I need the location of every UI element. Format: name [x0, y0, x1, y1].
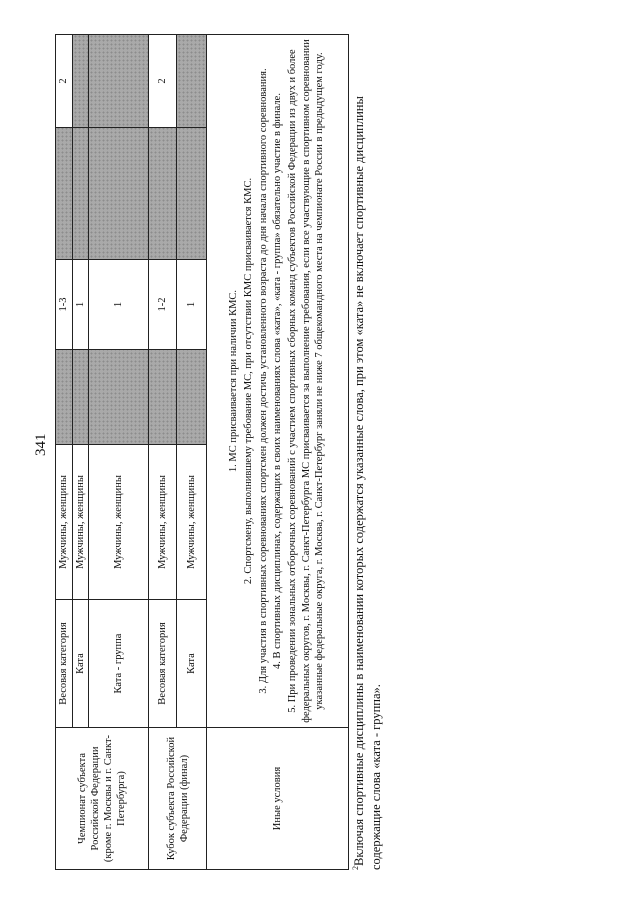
table-row [56, 35, 73, 870]
footnote-text: Включая спортивные дисциплины в наименовании которых содержатся указанные слова, при этом «ката» не включает спортивные дисциплины содержащие слова «ката - группа». [352, 96, 384, 870]
place-cell: 1-3 [56, 260, 73, 350]
discipline-cell: Ката - группа [89, 600, 149, 728]
condition-item: 1. МС присваивается при наличии КМС. [228, 289, 240, 473]
condition-item: 3. Для участия в спортивных соревнованиях спортсмен должен достичь установленного возраста до дня начала спортивного соревнования. [257, 68, 269, 694]
page-number: 341 [33, 433, 49, 456]
place-cell: 1 [89, 260, 149, 350]
gender-cell: Мужчины, женщины [177, 445, 207, 600]
shaded-cell [73, 350, 89, 445]
place-cell: 1 [73, 260, 89, 350]
footnote-marker: 2 [351, 866, 360, 870]
championship-title-cell: Чемпионат субъекта Российской Федерации (кроме г. Москвы и г. Санкт-Петербурга) [56, 728, 149, 870]
shaded-cell [56, 128, 73, 260]
shaded-cell [73, 128, 89, 260]
value-cell: 2 [149, 35, 177, 128]
gender-cell: Мужчины, женщины [73, 445, 89, 600]
table-row [149, 35, 177, 870]
gender-cell: Мужчины, женщины [56, 445, 73, 600]
shaded-cell [177, 350, 207, 445]
gender-cell: Мужчины, женщины [149, 445, 177, 600]
qualification-table [55, 34, 349, 870]
other-conditions-cell [207, 35, 349, 728]
shaded-cell [73, 35, 89, 128]
cup-title-cell: Кубок субъекта Российской Федерации (финал) [149, 728, 207, 870]
value-cell: 2 [56, 35, 73, 128]
condition-item: 5. При проведении зональных отборочных соревнований с участием спортивных сборных команд субъектов Российской Федерации из двух и более федеральных округов, г. Москвы, г. Санкт-Петербурга МС присваивается за выполнение требования, если все участвующие в спортивном соревновании указанные федеральные округа, г. Москва, г. Санкт-Петербург заняли не ниже 7 общекомандного места на чемпионате России в предыдущем году. [286, 39, 326, 723]
discipline-cell: Ката [177, 600, 207, 728]
shaded-cell [89, 128, 149, 260]
rotated-page [33, 35, 445, 870]
condition-item: 2. Спортсмену, выполнившему требование МС, при отсутствии КМС присваивается КМС. [243, 177, 255, 585]
place-cell: 1 [177, 260, 207, 350]
weight-category-cell: Весовая категория [56, 600, 73, 728]
shaded-cell [89, 35, 149, 128]
shaded-cell [56, 350, 73, 445]
discipline-cell: Ката [73, 600, 89, 728]
shaded-cell [149, 128, 177, 260]
other-conditions-title-cell: Иные условия [207, 728, 349, 870]
shaded-cell [89, 350, 149, 445]
footnote [351, 35, 385, 870]
shaded-cell [177, 35, 207, 128]
shaded-cell [177, 128, 207, 260]
table-row [207, 35, 349, 870]
gender-cell: Мужчины, женщины [89, 445, 149, 600]
condition-item: 4. В спортивных дисциплинах, содержащих в своих наименованиях слова «ката», «ката - группа» обязательно участие в финале. [272, 93, 284, 669]
place-cell: 1-2 [149, 260, 177, 350]
weight-category-cell: Весовая категория [149, 600, 177, 728]
shaded-cell [149, 350, 177, 445]
